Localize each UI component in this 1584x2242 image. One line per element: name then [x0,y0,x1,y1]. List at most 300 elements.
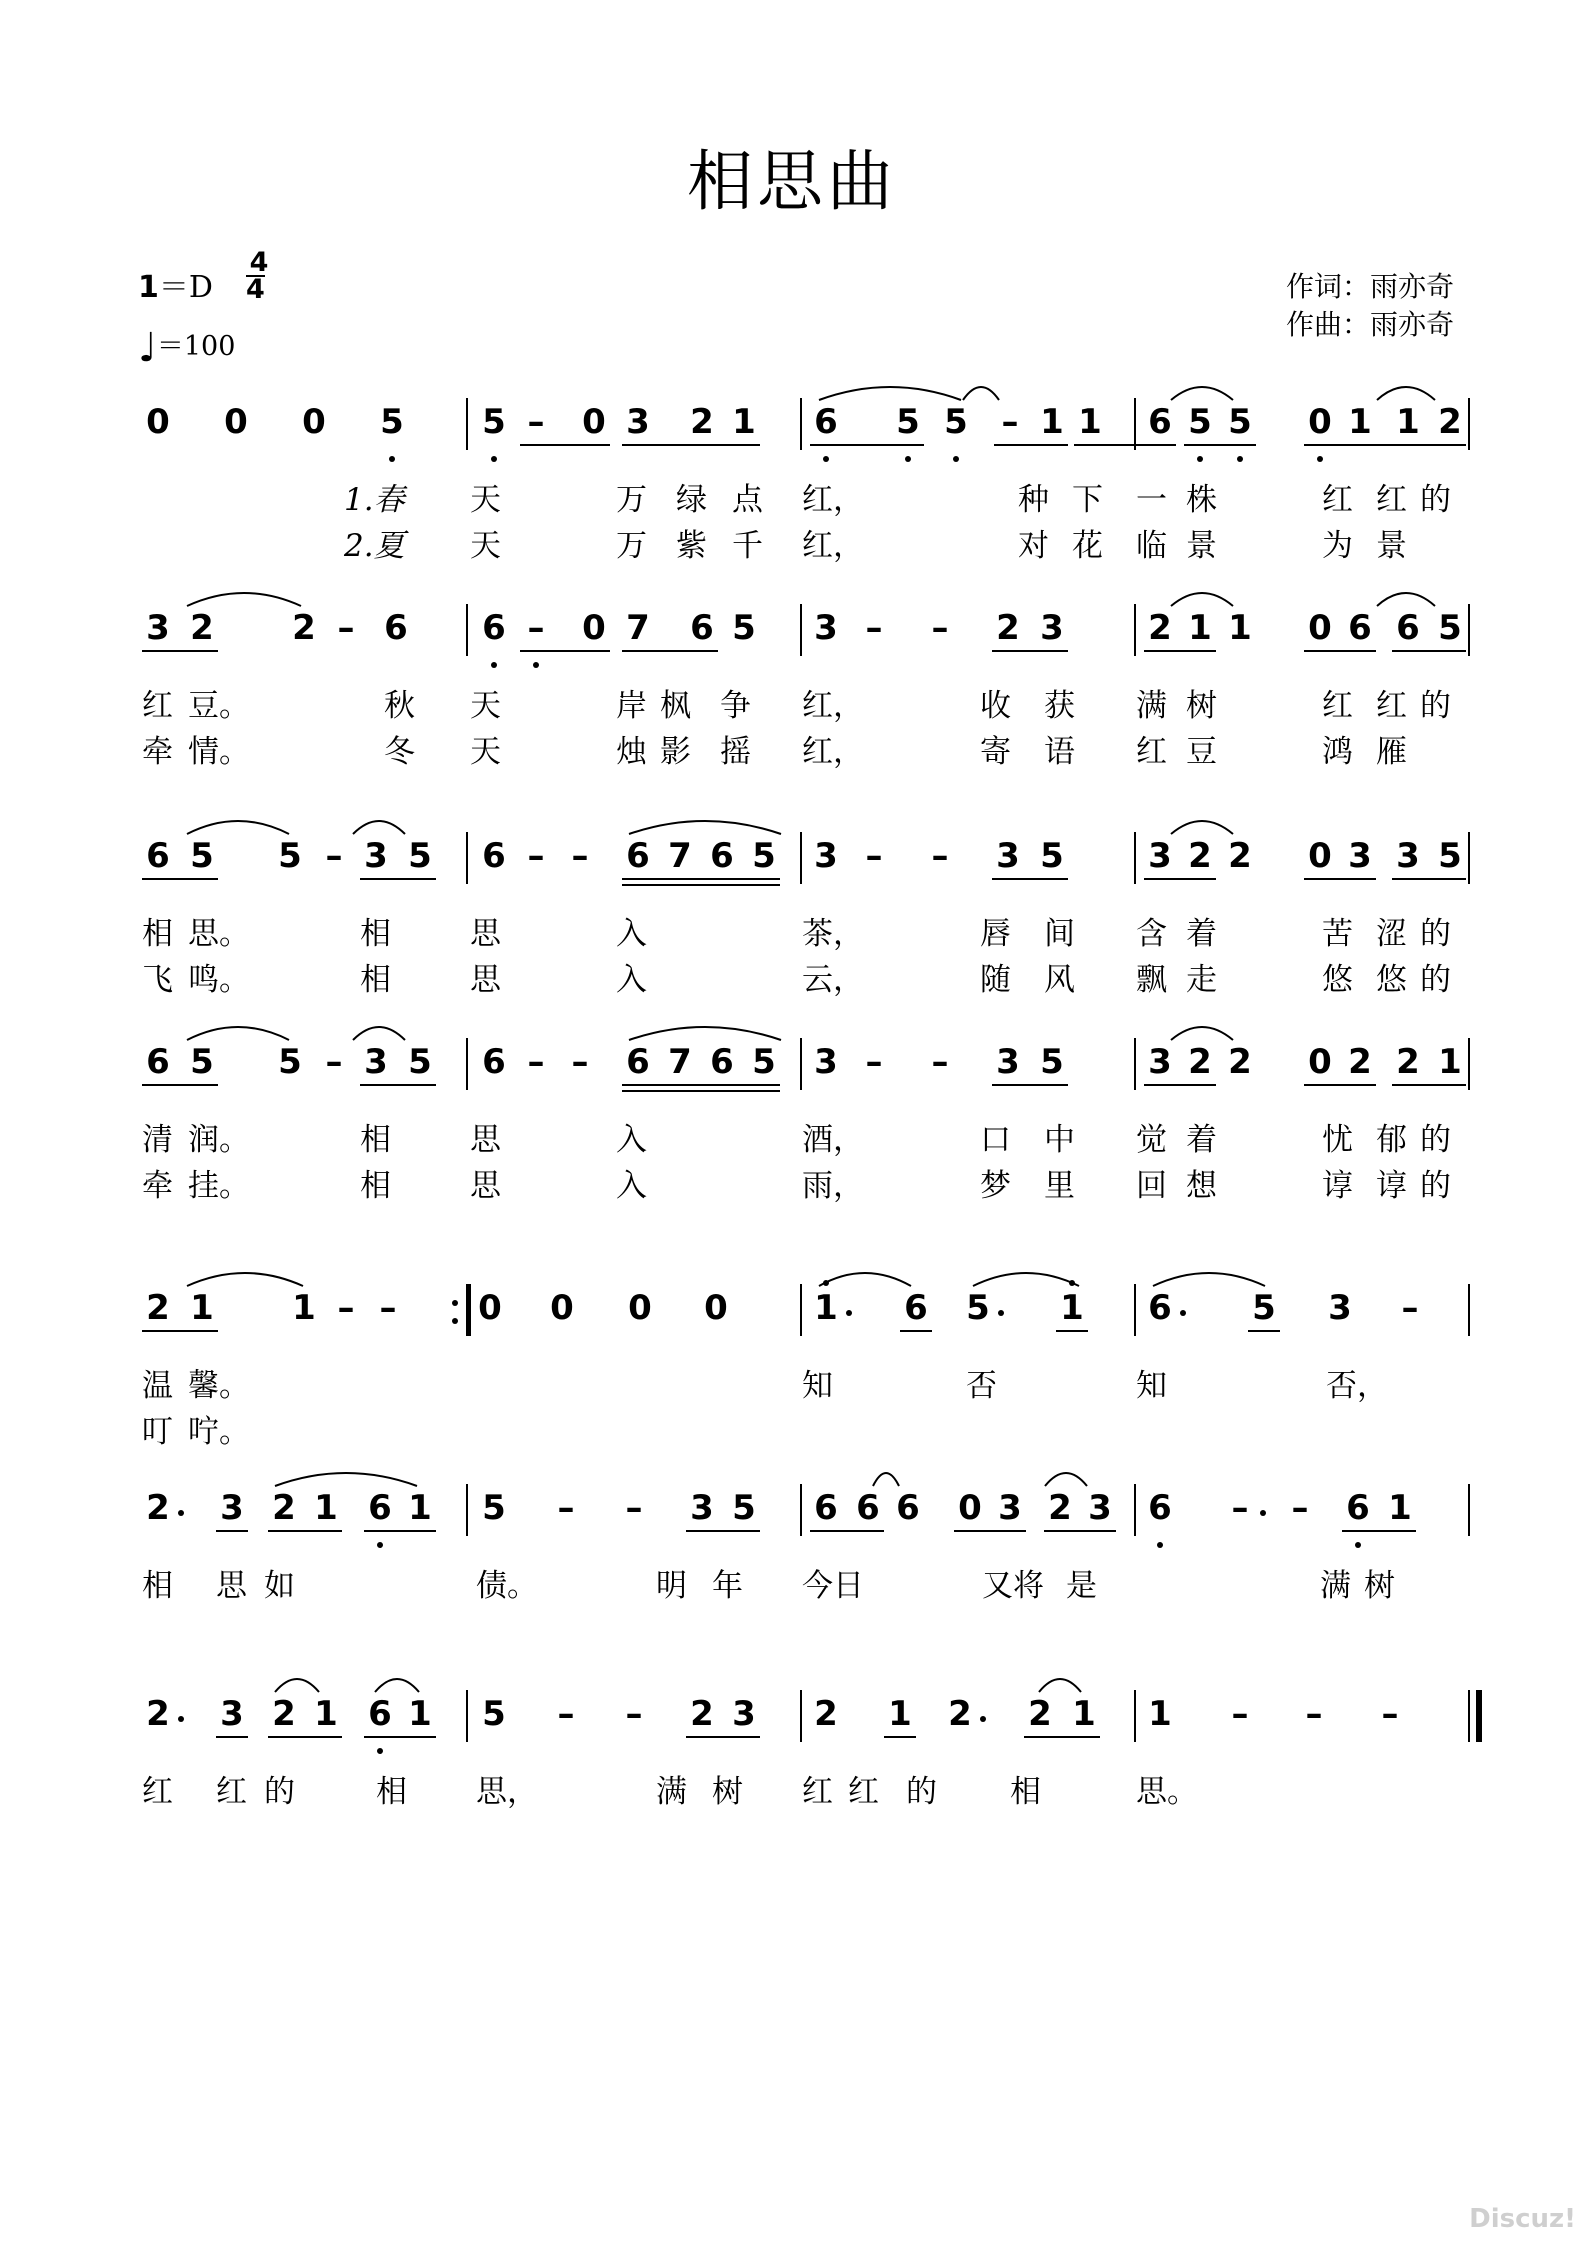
note: 5 [408,1042,432,1082]
note: 2 [1396,1042,1420,1082]
barline [1134,398,1136,450]
beam-underline [520,650,610,652]
note: 5 [190,1042,214,1082]
lyric-syllable: 想 [1186,1168,1217,1204]
beam-underline [1056,1330,1088,1332]
note: 5 [966,1288,990,1328]
lyric-syllable: 红 [1136,734,1167,770]
lyric-syllable: 思。 [1136,1774,1198,1810]
lyric-syllable: 点 [732,482,763,518]
lyric-syllable: 红 [142,1774,173,1810]
slur [186,586,302,608]
slur [962,380,1000,402]
note: 6 [384,608,408,648]
lyric-syllable: 飘 [1136,962,1167,998]
lyric-syllable: 口 [980,1122,1011,1158]
meter-top: 4 [249,247,269,278]
barline [1134,1038,1136,1090]
lyric-syllable: 1.春 [344,482,405,518]
note: 6 [146,836,170,876]
lyricist-credit: 作词：雨亦奇 [1285,270,1454,303]
beam-underline [1392,878,1466,880]
lyric-syllable: 豆 [1186,734,1217,770]
barline [1134,604,1136,656]
slur [1038,1672,1082,1694]
note: – [625,1488,643,1528]
beam-underline [686,444,760,446]
beam-underline [1392,650,1466,652]
beam-underline [268,1736,342,1738]
lyric-syllable: 树 [1186,688,1217,724]
note: 6 [690,608,714,648]
note: 3 [996,1042,1020,1082]
note: 0 [1308,608,1332,648]
note: – [557,1488,575,1528]
note: – [865,1042,883,1082]
note: 1 [314,1694,338,1734]
lyric-syllable: 下 [1072,482,1103,518]
lyric-syllable: 鸣。 [188,962,250,998]
lyric-syllable: 红， [802,734,864,770]
beam-underline [520,444,610,446]
final-barline [1476,1690,1482,1742]
note: 6 [1148,1288,1172,1328]
lyric-syllable: 入 [616,962,647,998]
beam-underline [1304,878,1376,880]
barline [466,1484,468,1536]
note: – [865,836,883,876]
note: 1 [408,1694,432,1734]
beam-underline [992,650,1068,652]
note: 2 [1048,1488,1072,1528]
note: – [1231,1694,1249,1734]
lyric-syllable: 清 [142,1122,173,1158]
lyric-syllable: 相 [1010,1774,1041,1810]
low-octave-dot [905,456,911,462]
beam-underline [364,1736,436,1738]
note: 5 [278,836,302,876]
note: 1 [1040,402,1064,442]
low-octave-dot [377,1542,383,1548]
lyric-syllable: 的 [1420,916,1451,952]
note: – [337,608,355,648]
barline [1134,832,1136,884]
note: 6 [1396,608,1420,648]
lyric-syllable: 岸 [616,688,647,724]
lyric-syllable: 含 [1136,916,1167,952]
lyric-syllable: 知 [1136,1368,1167,1404]
note: – [379,1288,397,1328]
lyric-syllable: 万 [616,528,647,564]
note: – [527,1042,545,1082]
note: 1 [314,1488,338,1528]
note: 1 [1438,1042,1462,1082]
lyric-syllable: 满 [1320,1568,1351,1604]
note: 1 [732,402,756,442]
note: 2 [996,608,1020,648]
barline [800,1484,802,1536]
low-octave-dot [491,456,497,462]
lyric-syllable: 入 [616,1168,647,1204]
note: 6 [368,1488,392,1528]
lyric-syllable: 秋 [384,688,415,724]
barline [800,832,802,884]
beam-underline [1184,444,1256,446]
beam-underline [1074,444,1176,446]
note: – [571,836,589,876]
note: 0 [224,402,248,442]
note: 3 [626,402,650,442]
barline [800,604,802,656]
lyric-syllable: 红 [848,1774,879,1810]
note: 3 [732,1694,756,1734]
augmentation-dot [980,1716,986,1722]
note: 5 [732,1488,756,1528]
lyric-syllable: 烛 [616,734,647,770]
low-octave-dot [533,662,539,668]
note: 1 [408,1488,432,1528]
note: 1 [292,1288,316,1328]
note: 3 [220,1488,244,1528]
lyric-syllable: 思 [470,1122,501,1158]
note: 2 [190,608,214,648]
lyric-syllable: 苦 [1322,916,1353,952]
note: 7 [626,608,650,648]
note: 2 [1228,836,1252,876]
note: 3 [364,1042,388,1082]
slur [274,1672,320,1694]
beam-underline [686,1736,760,1738]
lyric-syllable: 间 [1044,916,1075,952]
lyric-syllable: 郁 [1376,1122,1407,1158]
note: 2 [690,1694,714,1734]
note: – [527,402,545,442]
lyric-syllable: 株 [1186,482,1217,518]
lyric-syllable: 一 [1136,482,1167,518]
barline [1468,1484,1470,1536]
lyric-syllable: 的 [264,1774,295,1810]
lyric-syllable: 获 [1044,688,1075,724]
lyric-syllable: 景 [1186,528,1217,564]
note: 5 [1188,402,1212,442]
note: – [325,1042,343,1082]
note: 6 [856,1488,880,1528]
lyric-syllable: 梦 [980,1168,1011,1204]
lyric-syllable: 酒， [802,1122,864,1158]
meter-bottom: 4 [246,274,265,305]
note: 1 [1060,1288,1084,1328]
beam-underline [994,444,1068,446]
lyric-syllable: 温 [142,1368,173,1404]
note: 5 [1438,836,1462,876]
note: 1 [1148,1694,1172,1734]
note: 6 [710,836,734,876]
slur [1376,586,1436,608]
beam-underline [622,1084,780,1086]
barline [1134,1484,1136,1536]
note: – [325,836,343,876]
slur [352,1020,406,1042]
note: 5 [752,836,776,876]
lyric-syllable: 雁 [1376,734,1407,770]
note: 5 [1438,608,1462,648]
barline [800,1690,802,1742]
note: 2 [1348,1042,1372,1082]
lyric-syllable: 相 [142,1568,173,1604]
barline [466,832,468,884]
lyric-syllable: 年 [712,1568,743,1604]
tempo-marking: ♩＝100 [138,325,236,371]
slur [186,1266,304,1288]
barline [1468,398,1470,450]
barline [466,1690,468,1742]
lyric-syllable: 相 [142,916,173,952]
augmentation-dot [178,1716,184,1722]
note: 3 [814,608,838,648]
beam-underline [364,1530,436,1532]
note: 5 [1040,836,1064,876]
note: 5 [896,402,920,442]
beam-underline [142,650,218,652]
lyric-syllable: 着 [1186,1122,1217,1158]
beam-underline [1392,1084,1466,1086]
lyric-syllable: 思 [470,962,501,998]
note: 1 [1228,608,1252,648]
note: 2 [1438,402,1462,442]
barline [1468,1690,1470,1742]
barline [1468,832,1470,884]
beam-underline [884,1736,916,1738]
note: 3 [1348,836,1372,876]
note: 6 [482,836,506,876]
lyric-syllable: 天 [470,482,501,518]
beam-underline [216,1530,248,1532]
augmentation-dot [1260,1510,1266,1516]
note: 3 [1328,1288,1352,1328]
lyric-syllable: 雨， [802,1168,864,1204]
note: 5 [278,1042,302,1082]
note: 0 [582,608,606,648]
note: 3 [364,836,388,876]
lyric-syllable: 临 [1136,528,1167,564]
lyric-syllable: 的 [1420,1168,1451,1204]
note: – [1231,1488,1249,1528]
note: 3 [690,1488,714,1528]
note: 6 [1148,402,1172,442]
slur [1170,586,1234,608]
low-octave-dot [823,456,829,462]
credits [1286,268,1454,344]
slur [628,1020,782,1042]
low-octave-dot [377,1748,383,1754]
lyric-syllable: 红 [142,688,173,724]
slur [186,1020,290,1042]
note: 5 [752,1042,776,1082]
note: 2 [690,402,714,442]
low-octave-dot [491,662,497,668]
beam-underline [1342,1530,1416,1532]
slur [818,380,962,402]
lyric-syllable: 否 [966,1368,997,1404]
note: – [931,608,949,648]
note: 5 [732,608,756,648]
note: 6 [896,1488,920,1528]
composer-credit: 作曲：雨亦奇 [1285,308,1454,341]
note: 0 [704,1288,728,1328]
augmentation-dot [178,1510,184,1516]
beam-underline [954,1530,1026,1532]
note: 0 [1308,402,1332,442]
note: 2 [272,1488,296,1528]
note: 3 [1396,836,1420,876]
lyric-syllable: 走 [1186,962,1217,998]
lyric-syllable: 冬 [384,734,415,770]
note: 7 [668,836,692,876]
lyric-syllable: 忧 [1322,1122,1353,1158]
note: 2 [146,1288,170,1328]
lyric-syllable: 2.夏 [344,528,405,564]
note: 6 [368,1694,392,1734]
barline [466,398,468,450]
note: 0 [302,402,326,442]
beam-underline [216,1736,248,1738]
note: 1 [814,1288,838,1328]
low-octave-dot [1197,456,1203,462]
note: 5 [1252,1288,1276,1328]
note: 3 [998,1488,1022,1528]
beam-underline [360,1084,436,1086]
lyric-syllable: 明 [656,1568,687,1604]
lyric-syllable: 相 [360,962,391,998]
slur [274,1466,418,1488]
lyric-syllable: 思 [470,916,501,952]
barline [1134,1284,1136,1336]
barline [1134,1690,1136,1742]
barline [1468,1038,1470,1090]
lyric-syllable: 红， [802,528,864,564]
note: – [1305,1694,1323,1734]
lyric-syllable: 又将 [982,1568,1044,1604]
lyric-syllable: 影 [660,734,691,770]
beam-underline [1044,1530,1116,1532]
lyric-syllable: 思， [476,1774,538,1810]
lyric-syllable: 馨。 [188,1368,250,1404]
lyric-syllable: 债。 [476,1568,538,1604]
note: 6 [814,1488,838,1528]
note: 5 [482,402,506,442]
slur [1044,1466,1088,1488]
note: 3 [814,1042,838,1082]
repeat-dot [452,1300,458,1306]
augmentation-dot [1180,1310,1186,1316]
lyric-syllable: 回 [1136,1168,1167,1204]
repeat-dot [452,1318,458,1324]
barline [466,604,468,656]
lyric-syllable: 的 [1420,962,1451,998]
lyric-syllable: 相 [360,916,391,952]
note: 5 [482,1488,506,1528]
slur [972,1266,1080,1288]
barline [800,1284,802,1336]
lyric-syllable: 树 [712,1774,743,1810]
lyric-syllable: 茶， [802,916,864,952]
barline [1468,1284,1470,1336]
note: 6 [626,1042,650,1082]
lyric-syllable: 红 [1376,688,1407,724]
low-octave-dot [1157,1542,1163,1548]
lyric-syllable: 悠 [1322,962,1353,998]
lyric-syllable: 牵 [142,1168,173,1204]
note: 1 [1348,402,1372,442]
beam-underline [810,444,924,446]
barline [466,1038,468,1090]
watermark: Discuz! [1469,2204,1576,2234]
beam-underline [992,878,1068,880]
beam-underline [142,1330,218,1332]
note: 6 [626,836,650,876]
lyric-syllable: 红 [1376,482,1407,518]
lyric-syllable: 天 [470,688,501,724]
lyric-syllable: 润。 [188,1122,250,1158]
slur [872,1466,900,1488]
note: – [527,608,545,648]
beam-underline [1248,1330,1280,1332]
lyric-syllable: 涩 [1376,916,1407,952]
note: – [1381,1694,1399,1734]
lyric-syllable: 红 [1322,688,1353,724]
note: 5 [944,402,968,442]
lyric-syllable: 紫 [676,528,707,564]
slur [1170,814,1234,836]
note: 5 [408,836,432,876]
note: 0 [1308,836,1332,876]
note: – [865,608,883,648]
note: 2 [272,1694,296,1734]
lyric-syllable: 否， [1326,1368,1388,1404]
lyric-syllable: 满 [1136,688,1167,724]
lyric-syllable: 今日 [802,1568,864,1604]
note: 5 [1228,402,1252,442]
lyric-syllable: 鸿 [1322,734,1353,770]
slur [818,1266,912,1288]
note: – [1401,1288,1419,1328]
note: 0 [146,402,170,442]
lyric-syllable: 语 [1044,734,1075,770]
lyric-syllable: 红 [216,1774,247,1810]
slur [374,1672,420,1694]
lyric-syllable: 入 [616,916,647,952]
lyric-syllable: 觉 [1136,1122,1167,1158]
lyric-syllable: 枫 [660,688,691,724]
note: 3 [996,836,1020,876]
lyric-syllable: 红， [802,482,864,518]
lyric-syllable: 思。 [188,916,250,952]
note: 3 [220,1694,244,1734]
beam-underline [622,650,718,652]
lyric-syllable: 悠 [1376,962,1407,998]
beam-underline [686,1530,760,1532]
note: 6 [482,608,506,648]
lyric-syllable: 收 [980,688,1011,724]
barline [800,398,802,450]
note: 3 [1148,836,1172,876]
lyric-syllable: 云， [802,962,864,998]
lyric-syllable: 相 [376,1774,407,1810]
lyric-syllable: 的 [1420,1122,1451,1158]
lyric-syllable: 天 [470,528,501,564]
note: 3 [146,608,170,648]
lyric-syllable: 景 [1376,528,1407,564]
